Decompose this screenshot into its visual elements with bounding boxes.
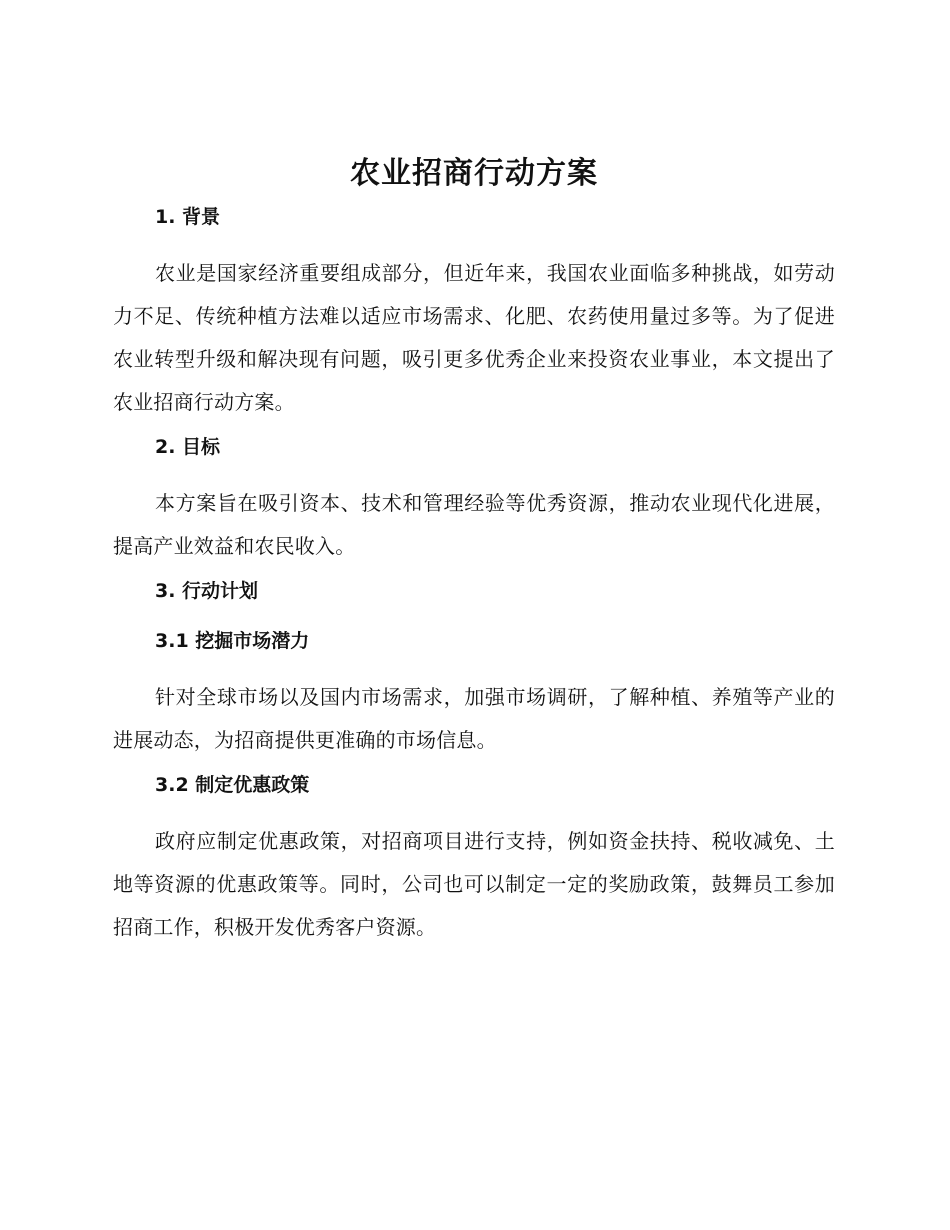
document-page	[113, 150, 835, 957]
section-heading: 3.2 制定优惠政策	[155, 774, 310, 796]
section-paragraph: 本方案旨在吸引资本、技术和管理经验等优秀资源，推动农业现代化进展，提高产业效益和农民收入。	[113, 491, 835, 558]
section-background	[113, 202, 835, 424]
section-heading: 1. 背景	[155, 206, 221, 228]
section-action-plan	[113, 576, 835, 606]
section-goal	[113, 432, 835, 568]
section-paragraph: 政府应制定优惠政策，对招商项目进行支持，例如资金扶持、税收减免、土地等资源的优惠政策等。同时，公司也可以制定一定的奖励政策，鼓舞员工参加招商工作，积极开发优秀客户资源。	[113, 829, 835, 939]
section-preferential-policy	[113, 770, 835, 949]
section-heading: 2. 目标	[155, 436, 221, 458]
section-paragraph: 农业是国家经济重要组成部分，但近年来，我国农业面临多种挑战，如劳动力不足、传统种植方法难以适应市场需求、化肥、农药使用量过多等。为了促进农业转型升级和解决现有问题，吸引更多优秀企业来投资农业事业，本文提出了农业招商行动方案。	[113, 261, 835, 414]
section-heading: 3.1 挖掘市场潜力	[155, 630, 310, 652]
section-paragraph: 针对全球市场以及国内市场需求，加强市场调研，了解种植、养殖等产业的进展动态，为招商提供更准确的市场信息。	[113, 685, 835, 752]
section-market-potential	[113, 626, 835, 762]
document-title: 农业招商行动方案	[350, 156, 598, 191]
section-heading: 3. 行动计划	[155, 580, 259, 602]
